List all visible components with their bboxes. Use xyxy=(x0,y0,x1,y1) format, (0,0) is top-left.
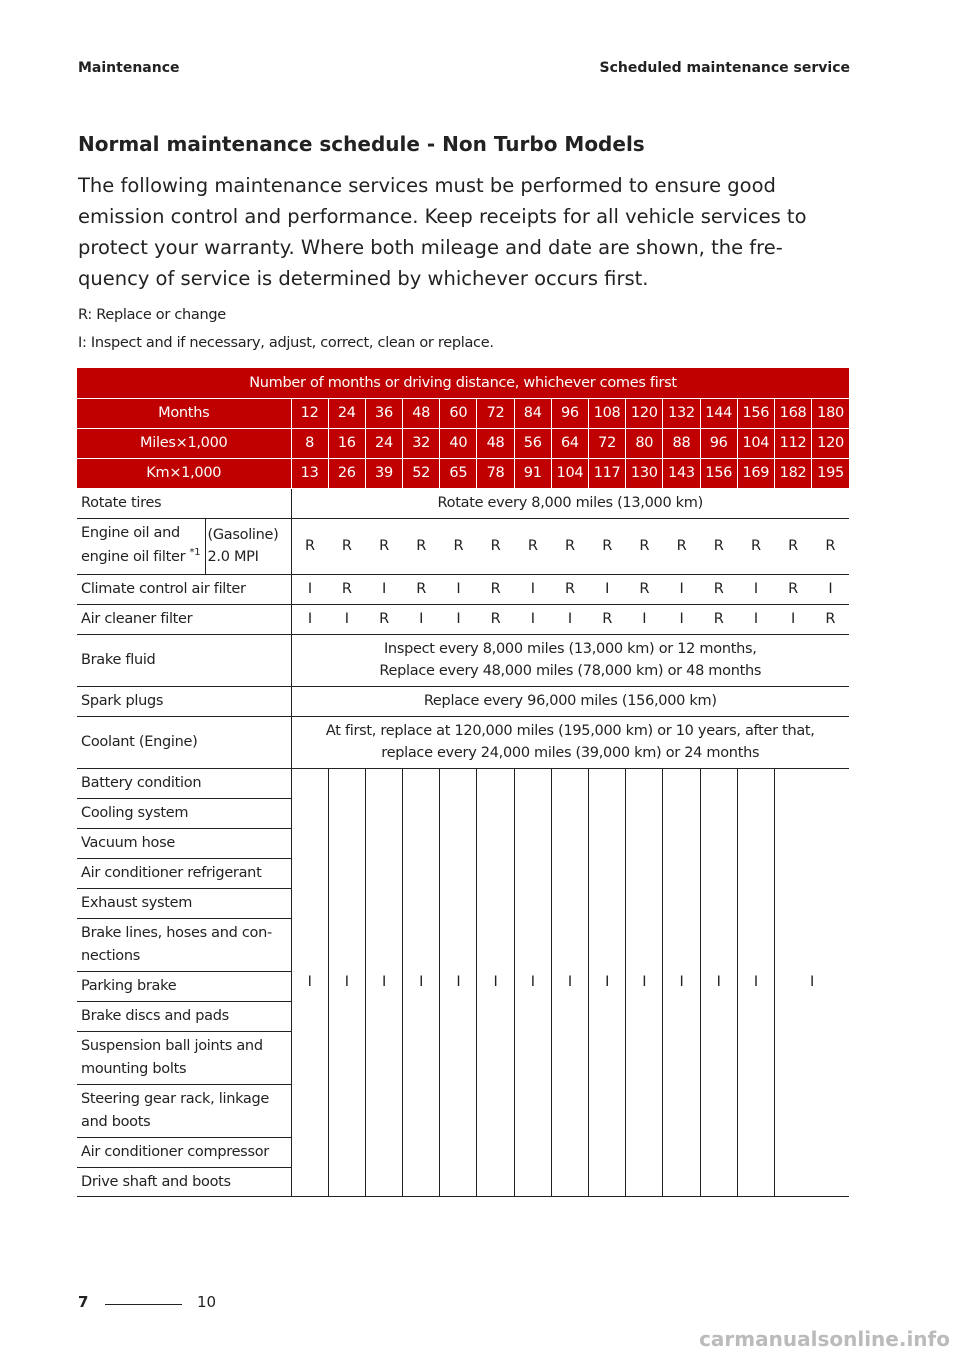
table-row xyxy=(77,716,849,768)
inspect-cell: I xyxy=(700,768,737,1196)
inspect-cell: I xyxy=(551,768,588,1196)
climate-filter-cell: I xyxy=(737,574,774,604)
engine-oil-line1: Engine oil and xyxy=(81,525,180,541)
engine-type-line1: (Gasoline) xyxy=(207,527,279,543)
air-cleaner-cell: I xyxy=(440,604,477,634)
inspect-item: Battery condition xyxy=(77,769,291,799)
air-cleaner-cell: I xyxy=(291,604,328,634)
km-cell: 104 xyxy=(551,458,588,488)
month-cell: 12 xyxy=(291,398,328,428)
inspect-item: Air conditioner compressor xyxy=(77,1138,291,1168)
miles-cell: 8 xyxy=(291,428,328,458)
engine-oil-cell: R xyxy=(291,518,328,574)
inspect-item: Cooling system xyxy=(77,799,291,829)
item-spark-plugs: Spark plugs xyxy=(77,686,291,716)
rotate-tires-interval: Rotate every 8,000 miles (13,000 km) xyxy=(291,488,849,518)
brake-fluid-line2: Replace every 48,000 miles (78,000 km) or 48 months xyxy=(379,663,762,679)
climate-filter-cell: I xyxy=(291,574,328,604)
inspect-cell: I xyxy=(737,768,774,1196)
section-number: 7 xyxy=(78,1293,89,1311)
coolant-line2: replace every 24,000 miles (39,000 km) or 24 months xyxy=(381,745,760,761)
page-title: Normal maintenance schedule - Non Turbo Models xyxy=(78,132,645,156)
air-cleaner-cell: I xyxy=(663,604,700,634)
spark-plugs-interval: Replace every 96,000 miles (156,000 km) xyxy=(291,686,849,716)
engine-oil-cell: R xyxy=(663,518,700,574)
inspect-cell: I xyxy=(440,768,477,1196)
miles-cell: 112 xyxy=(774,428,811,458)
months-label: Months xyxy=(77,398,291,428)
miles-row xyxy=(77,428,849,458)
item-rotate-tires: Rotate tires xyxy=(77,488,291,518)
miles-cell: 40 xyxy=(440,428,477,458)
intro-paragraph: The following maintenance services must be performed to ensure good emission control and performance. Keep receipts for all vehicle services to protect your warranty. Where both mileage and date are shown, the fre-quency of service is determined by whichever occurs first. xyxy=(78,174,807,290)
table-row xyxy=(77,518,849,574)
miles-cell: 88 xyxy=(663,428,700,458)
km-cell: 130 xyxy=(626,458,663,488)
miles-cell: 32 xyxy=(403,428,440,458)
engine-oil-cell: R xyxy=(774,518,811,574)
climate-filter-cell: R xyxy=(328,574,365,604)
air-cleaner-cell: I xyxy=(626,604,663,634)
climate-filter-cell: I xyxy=(812,574,849,604)
climate-filter-cell: I xyxy=(365,574,402,604)
item-brake-fluid: Brake fluid xyxy=(77,634,291,686)
miles-cell: 24 xyxy=(365,428,402,458)
legend-inspect: I: Inspect and if necessary, adjust, correct, clean or replace. xyxy=(78,335,494,351)
air-cleaner-cell: R xyxy=(589,604,626,634)
month-cell: 48 xyxy=(403,398,440,428)
km-cell: 91 xyxy=(514,458,551,488)
engine-oil-line2: engine oil filter xyxy=(81,549,186,565)
km-cell: 13 xyxy=(291,458,328,488)
km-cell: 169 xyxy=(737,458,774,488)
km-cell: 26 xyxy=(328,458,365,488)
table-row xyxy=(77,488,849,518)
km-cell: 143 xyxy=(663,458,700,488)
engine-oil-cell: R xyxy=(328,518,365,574)
inspect-cell: I xyxy=(477,768,514,1196)
km-cell: 117 xyxy=(589,458,626,488)
engine-oil-cell: R xyxy=(700,518,737,574)
miles-label: Miles×1,000 xyxy=(77,428,291,458)
month-cell: 168 xyxy=(774,398,811,428)
inspect-item: Drive shaft and boots xyxy=(81,1173,231,1190)
climate-filter-cell: R xyxy=(774,574,811,604)
engine-oil-cell: R xyxy=(812,518,849,574)
km-cell: 78 xyxy=(477,458,514,488)
km-label: Km×1,000 xyxy=(77,458,291,488)
inspect-item: Steering gear rack, linkage and boots xyxy=(77,1085,291,1138)
inspect-cell: I xyxy=(626,768,663,1196)
miles-cell: 64 xyxy=(551,428,588,458)
month-cell: 24 xyxy=(328,398,365,428)
km-row xyxy=(77,458,849,488)
month-cell: 120 xyxy=(626,398,663,428)
maintenance-schedule-table xyxy=(77,368,849,1197)
air-cleaner-cell: I xyxy=(514,604,551,634)
miles-cell: 56 xyxy=(514,428,551,458)
header-section-title: Maintenance xyxy=(78,60,180,76)
table-banner: Number of months or driving distance, whichever comes first xyxy=(77,368,849,398)
air-cleaner-cell: I xyxy=(737,604,774,634)
inspect-cell: I xyxy=(589,768,626,1196)
climate-filter-cell: I xyxy=(589,574,626,604)
engine-oil-cell: R xyxy=(477,518,514,574)
inspect-cell: I xyxy=(403,768,440,1196)
climate-filter-cell: R xyxy=(626,574,663,604)
inspect-items xyxy=(77,768,291,1196)
month-cell: 36 xyxy=(365,398,402,428)
month-cell: 84 xyxy=(514,398,551,428)
item-climate-filter: Climate control air filter xyxy=(77,574,291,604)
inspect-cell: I xyxy=(328,768,365,1196)
engine-type xyxy=(205,518,291,574)
miles-cell: 104 xyxy=(737,428,774,458)
climate-filter-cell: R xyxy=(403,574,440,604)
km-cell: 195 xyxy=(812,458,849,488)
page-number: 10 xyxy=(197,1293,217,1311)
month-cell: 108 xyxy=(589,398,626,428)
engine-oil-cell: R xyxy=(589,518,626,574)
inspect-cell: I xyxy=(291,768,328,1196)
climate-filter-cell: I xyxy=(440,574,477,604)
coolant-interval xyxy=(291,716,849,768)
climate-filter-cell: R xyxy=(700,574,737,604)
table-row xyxy=(77,604,849,634)
month-cell: 180 xyxy=(812,398,849,428)
inspect-item: Vacuum hose xyxy=(77,829,291,859)
miles-cell: 120 xyxy=(812,428,849,458)
air-cleaner-cell: I xyxy=(551,604,588,634)
miles-cell: 48 xyxy=(477,428,514,458)
months-row xyxy=(77,398,849,428)
watermark: carmanualsonline.info xyxy=(699,1327,950,1351)
inspect-cell: I xyxy=(365,768,402,1196)
climate-filter-cell: I xyxy=(514,574,551,604)
inspect-item: Parking brake xyxy=(77,972,291,1002)
climate-filter-cell: R xyxy=(477,574,514,604)
air-cleaner-cell: R xyxy=(700,604,737,634)
month-cell: 144 xyxy=(700,398,737,428)
engine-oil-cell: R xyxy=(403,518,440,574)
miles-cell: 72 xyxy=(589,428,626,458)
air-cleaner-cell: R xyxy=(365,604,402,634)
brake-fluid-interval xyxy=(291,634,849,686)
item-coolant: Coolant (Engine) xyxy=(77,716,291,768)
km-cell: 182 xyxy=(774,458,811,488)
inspect-item: Brake discs and pads xyxy=(77,1002,291,1032)
coolant-line1: At first, replace at 120,000 miles (195,000 km) or 10 years, after that, xyxy=(325,723,815,739)
inspect-item: Brake lines, hoses and con-nections xyxy=(77,919,291,972)
inspect-item: Suspension ball joints and mounting bolts xyxy=(77,1032,291,1085)
climate-filter-cell: I xyxy=(663,574,700,604)
item-engine-oil xyxy=(77,518,205,574)
month-cell: 132 xyxy=(663,398,700,428)
inspect-block xyxy=(77,768,849,1196)
air-cleaner-cell: R xyxy=(477,604,514,634)
item-air-cleaner: Air cleaner filter xyxy=(77,604,291,634)
footnote-marker: *1 xyxy=(189,547,201,558)
air-cleaner-cell: I xyxy=(774,604,811,634)
engine-oil-cell: R xyxy=(737,518,774,574)
table-row xyxy=(77,686,849,716)
month-cell: 156 xyxy=(737,398,774,428)
engine-oil-cell: R xyxy=(514,518,551,574)
table-row xyxy=(77,634,849,686)
km-cell: 65 xyxy=(440,458,477,488)
legend-replace: R: Replace or change xyxy=(78,307,226,323)
engine-oil-cell: R xyxy=(365,518,402,574)
month-cell: 72 xyxy=(477,398,514,428)
table-row xyxy=(77,574,849,604)
miles-cell: 96 xyxy=(700,428,737,458)
air-cleaner-cell: I xyxy=(328,604,365,634)
km-cell: 156 xyxy=(700,458,737,488)
inspect-cell: I xyxy=(663,768,700,1196)
air-cleaner-cell: I xyxy=(403,604,440,634)
air-cleaner-cell: R xyxy=(812,604,849,634)
engine-oil-cell: R xyxy=(551,518,588,574)
climate-filter-cell: R xyxy=(551,574,588,604)
inspect-item: Air conditioner refrigerant xyxy=(77,859,291,889)
inspect-cell: I xyxy=(774,768,849,1196)
month-cell: 96 xyxy=(551,398,588,428)
brake-fluid-line1: Inspect every 8,000 miles (13,000 km) or 12 months, xyxy=(383,641,757,657)
miles-cell: 16 xyxy=(328,428,365,458)
header-chapter-title: Scheduled maintenance service xyxy=(599,60,850,76)
miles-cell: 80 xyxy=(626,428,663,458)
engine-type-line2: 2.0 MPI xyxy=(207,549,259,565)
km-cell: 52 xyxy=(403,458,440,488)
inspect-cell: I xyxy=(514,768,551,1196)
inspect-item: Exhaust system xyxy=(77,889,291,919)
month-cell: 60 xyxy=(440,398,477,428)
km-cell: 39 xyxy=(365,458,402,488)
engine-oil-cell: R xyxy=(440,518,477,574)
engine-oil-cell: R xyxy=(626,518,663,574)
footer-divider xyxy=(105,1304,182,1305)
